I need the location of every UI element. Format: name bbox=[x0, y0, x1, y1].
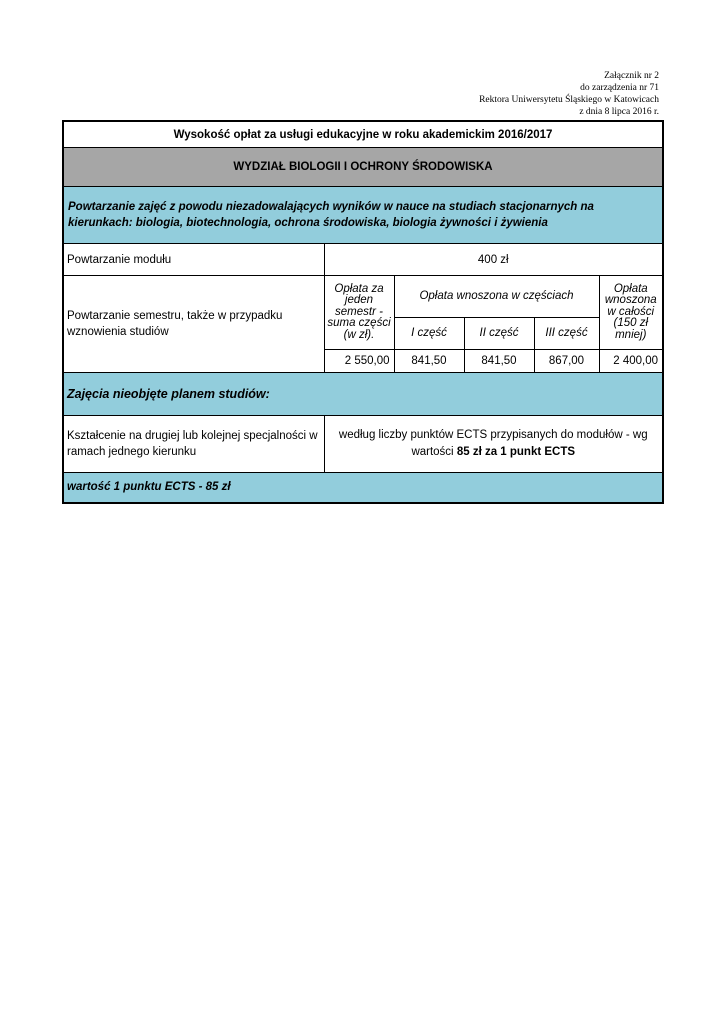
value-part-3: 867,00 bbox=[534, 350, 599, 373]
fees-table bbox=[62, 120, 664, 504]
semester-repeat-label-text: Powtarzanie semestru, także w przypadku wznowienia studiów bbox=[67, 310, 283, 338]
col-part-1: I część bbox=[394, 318, 464, 350]
ects-point-value: wartość 1 punktu ECTS - 85 zł bbox=[63, 473, 663, 503]
ordinance-number: do zarządzenia nr 71 bbox=[580, 83, 659, 93]
specialization-label: Kształcenie na drugiej lub kolejnej specjalności w ramach jednego kierunku bbox=[63, 416, 324, 473]
value-part-1: 841,50 bbox=[394, 350, 464, 373]
module-repeat-fee: 400 zł bbox=[324, 244, 663, 276]
col-fee-per-semester: Opłata za jeden semestr - suma części (w zł). bbox=[324, 276, 394, 350]
value-part-2: 841,50 bbox=[464, 350, 534, 373]
rector-line: Rektora Uniwersytetu Śląskiego w Katowicach bbox=[479, 95, 659, 105]
section-unplanned-courses: Zajęcia nieobjęte planem studiów: bbox=[63, 373, 663, 416]
attachment-number: Załącznik nr 2 bbox=[604, 71, 659, 81]
value-full: 2 400,00 bbox=[599, 350, 663, 373]
ordinance-date: z dnia 8 lipca 2016 r. bbox=[579, 107, 659, 117]
col-fee-full: Opłata wnoszona w całości (150 zł mniej) bbox=[599, 276, 663, 350]
table-title: Wysokość opłat za usługi edukacyjne w roku akademickim 2016/2017 bbox=[63, 121, 663, 148]
section-repeat-courses: Powtarzanie zajęć z powodu niezadowalających wyników w nauce na studiach stacjonarnych na kierunkach: biologia, biotechnologia, ochrona środowiska, biologia żywności i żywienia bbox=[63, 187, 663, 244]
semester-repeat-label bbox=[63, 276, 324, 373]
specialization-fee-rate: 85 zł za 1 punkt ECTS bbox=[456, 446, 576, 458]
col-part-3: III część bbox=[534, 318, 599, 350]
module-repeat-label: Powtarzanie modułu bbox=[63, 244, 324, 276]
col-part-2: II część bbox=[464, 318, 534, 350]
faculty-header: WYDZIAŁ BIOLOGII I OCHRONY ŚRODOWISKA bbox=[63, 148, 663, 187]
attachment-note bbox=[479, 70, 659, 118]
specialization-fee-description bbox=[324, 416, 663, 473]
col-fee-in-parts: Opłata wnoszona w częściach bbox=[394, 276, 599, 318]
value-per-semester: 2 550,00 bbox=[324, 350, 394, 373]
specialization-fee-text: według liczby punktów ECTS przypisanych do modułów - wg wartości bbox=[338, 429, 648, 458]
